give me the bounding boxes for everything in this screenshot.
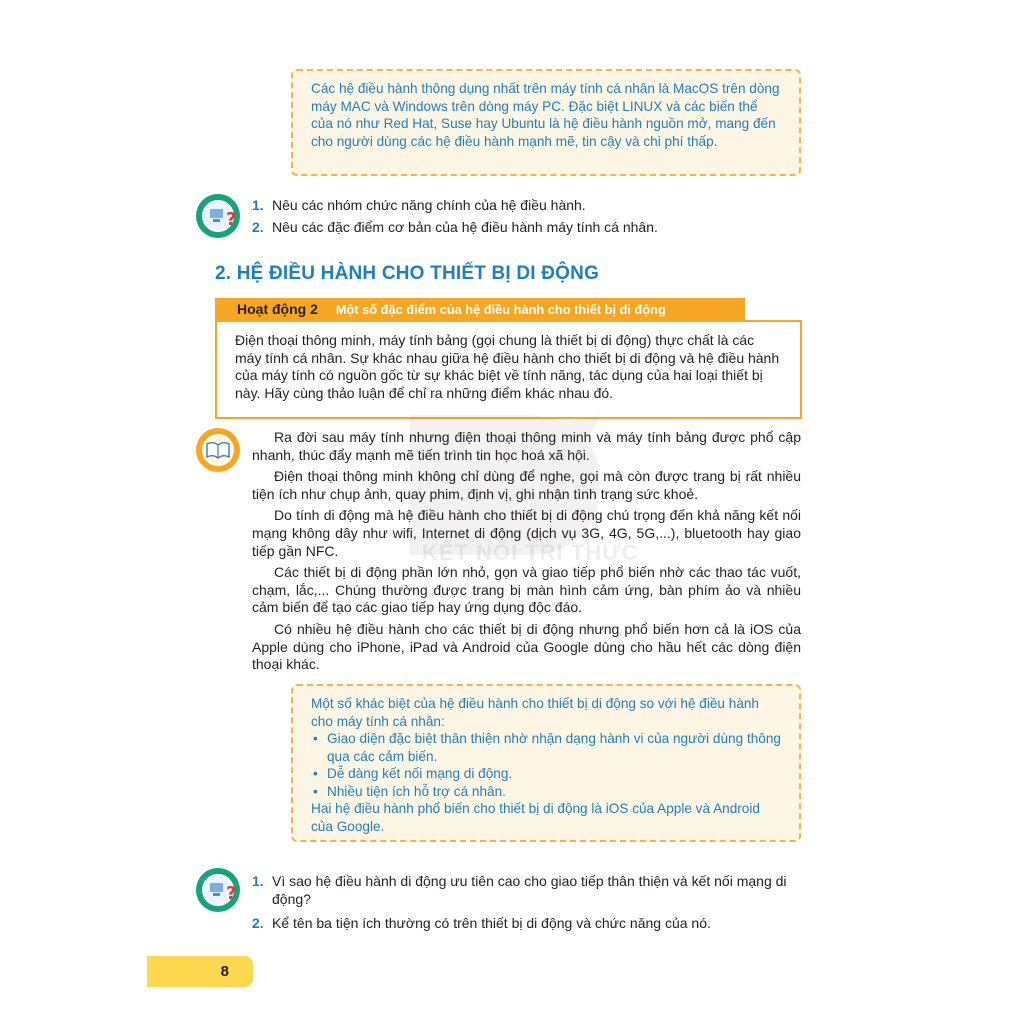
question-item bbox=[252, 872, 804, 908]
question-number: 1. bbox=[252, 873, 264, 889]
summary-bullet: • Dễ dàng kết nối mạng di động. bbox=[311, 765, 781, 783]
question-text: Vì sao hệ điều hành di động ưu tiên cao cho giao tiếp thân thiện và kết nối mạng di động? bbox=[272, 873, 787, 907]
svg-text:?: ? bbox=[226, 209, 237, 230]
summary-bullet: • Giao diện đặc biệt thân thiện nhờ nhận dạng hành vi của người dùng thông qua các cảm biến. bbox=[311, 730, 781, 765]
activity-label: Hoạt động 2 bbox=[237, 301, 318, 317]
body-paragraph: Các thiết bị di động phần lớn nhỏ, gọn và giao tiếp phổ biến nhờ các thao tác vuốt, chạm, lắc,... Chúng thường được trang bị màn hình cảm ứng, bàn phím ảo và nhiều cảm biến để tạo các giao tiếp hay ứng dụng độc đáo. bbox=[252, 564, 801, 616]
activity-text: Điện thoại thông minh, máy tính bảng (gọi chung là thiết bị di động) thực chất là các máy tính cá nhân. Sự khác nhau giữa hệ điều hành cho thiết bị di động và hệ điều hành của máy tính có nguồn gốc từ sự khác biệt về tính năng, tác dụng của hai loại thiết bị này. Hãy cùng thảo luận để chỉ ra những điểm khác nhau đó. bbox=[235, 332, 780, 401]
question-text: Nêu các đặc điểm cơ bản của hệ điều hành máy tính cá nhân. bbox=[272, 219, 658, 235]
question-number: 2. bbox=[252, 219, 264, 235]
watermark-text: KẾT NỐI TRI THỨC bbox=[422, 540, 639, 565]
page-number: 8 bbox=[220, 963, 229, 980]
question-icon bbox=[196, 194, 240, 238]
body-paragraph: Điện thoại thông minh không chỉ dùng để nghe, gọi mà còn được trang bị rất nhiều tiện ích như chụp ảnh, quay phim, định vị, ghi nhận tình trạng sức khoẻ. bbox=[252, 468, 801, 502]
top-note-text: Các hệ điều hành thông dụng nhất trên máy tính cá nhân là MacOS trên dòng máy MAC và Windows trên dòng máy PC. Đặc biệt LINUX và các biến thể của nó như Red Hat, Suse hay Ubuntu là hệ điều hành nguồn mở, mang đến cho người dùng các hệ điều hành mạnh mẽ, tin cậy và chi phí thấp. bbox=[311, 81, 780, 149]
body-text bbox=[252, 429, 801, 678]
question-text: Nêu các nhóm chức năng chính của hệ điều hành. bbox=[272, 197, 586, 213]
summary-intro: Một số khác biệt của hệ điều hành cho thiết bị di động so với hệ điều hành cho máy tính cá nhân: bbox=[311, 696, 759, 729]
svg-text:?: ? bbox=[226, 883, 237, 904]
summary-bullet: • Nhiều tiện ích hỗ trợ cá nhân. bbox=[311, 783, 781, 801]
question-item bbox=[252, 194, 812, 216]
activity-title: Một số đặc điểm của hệ điều hành cho thiết bị di động bbox=[335, 301, 666, 317]
body-paragraph: Có nhiều hệ điều hành cho các thiết bị di động nhưng phổ biến hơn cả là iOS của Apple dùng cho iPhone, iPad và Android của Google dùng cho hầu hết các dòng điện thoại khác. bbox=[252, 620, 801, 673]
activity-header bbox=[215, 298, 745, 320]
question-number: 2. bbox=[252, 915, 264, 931]
questions-list-2 bbox=[252, 872, 804, 932]
section-title: 2. HỆ ĐIỀU HÀNH CHO THIẾT BỊ DI ĐỘNG bbox=[215, 263, 600, 284]
question-icon bbox=[196, 868, 240, 912]
question-number: 1. bbox=[252, 197, 264, 213]
body-paragraph: Do tính di động mà hệ điều hành cho thiết bị di động chú trọng đến khả năng kết nối mạng không dây như wifi, Internet di động (dịch vụ 3G, 4G, 5G,...), bluetooth hay giao tiếp gần NFC. bbox=[252, 507, 801, 559]
body-paragraph: Ra đời sau máy tính nhưng điện thoại thông minh và máy tính bảng được phổ cập nhanh, thúc đẩy mạnh mẽ tiến trình tin học hoá xã hội. bbox=[252, 429, 801, 463]
question-text: Kể tên ba tiện ích thường có trên thiết bị di động và chức năng của nó. bbox=[272, 915, 711, 931]
summary-bullets bbox=[311, 730, 781, 800]
question-item bbox=[252, 216, 812, 238]
book-icon bbox=[196, 428, 240, 472]
summary-outro: Hai hệ điều hành phổ biến cho thiết bị di động là iOS của Apple và Android của Google. bbox=[311, 801, 760, 834]
question-item bbox=[252, 914, 804, 932]
summary-note-box bbox=[291, 684, 801, 842]
top-note-box bbox=[291, 69, 801, 176]
questions-list-1 bbox=[252, 194, 812, 238]
page-number-tab bbox=[147, 956, 253, 987]
